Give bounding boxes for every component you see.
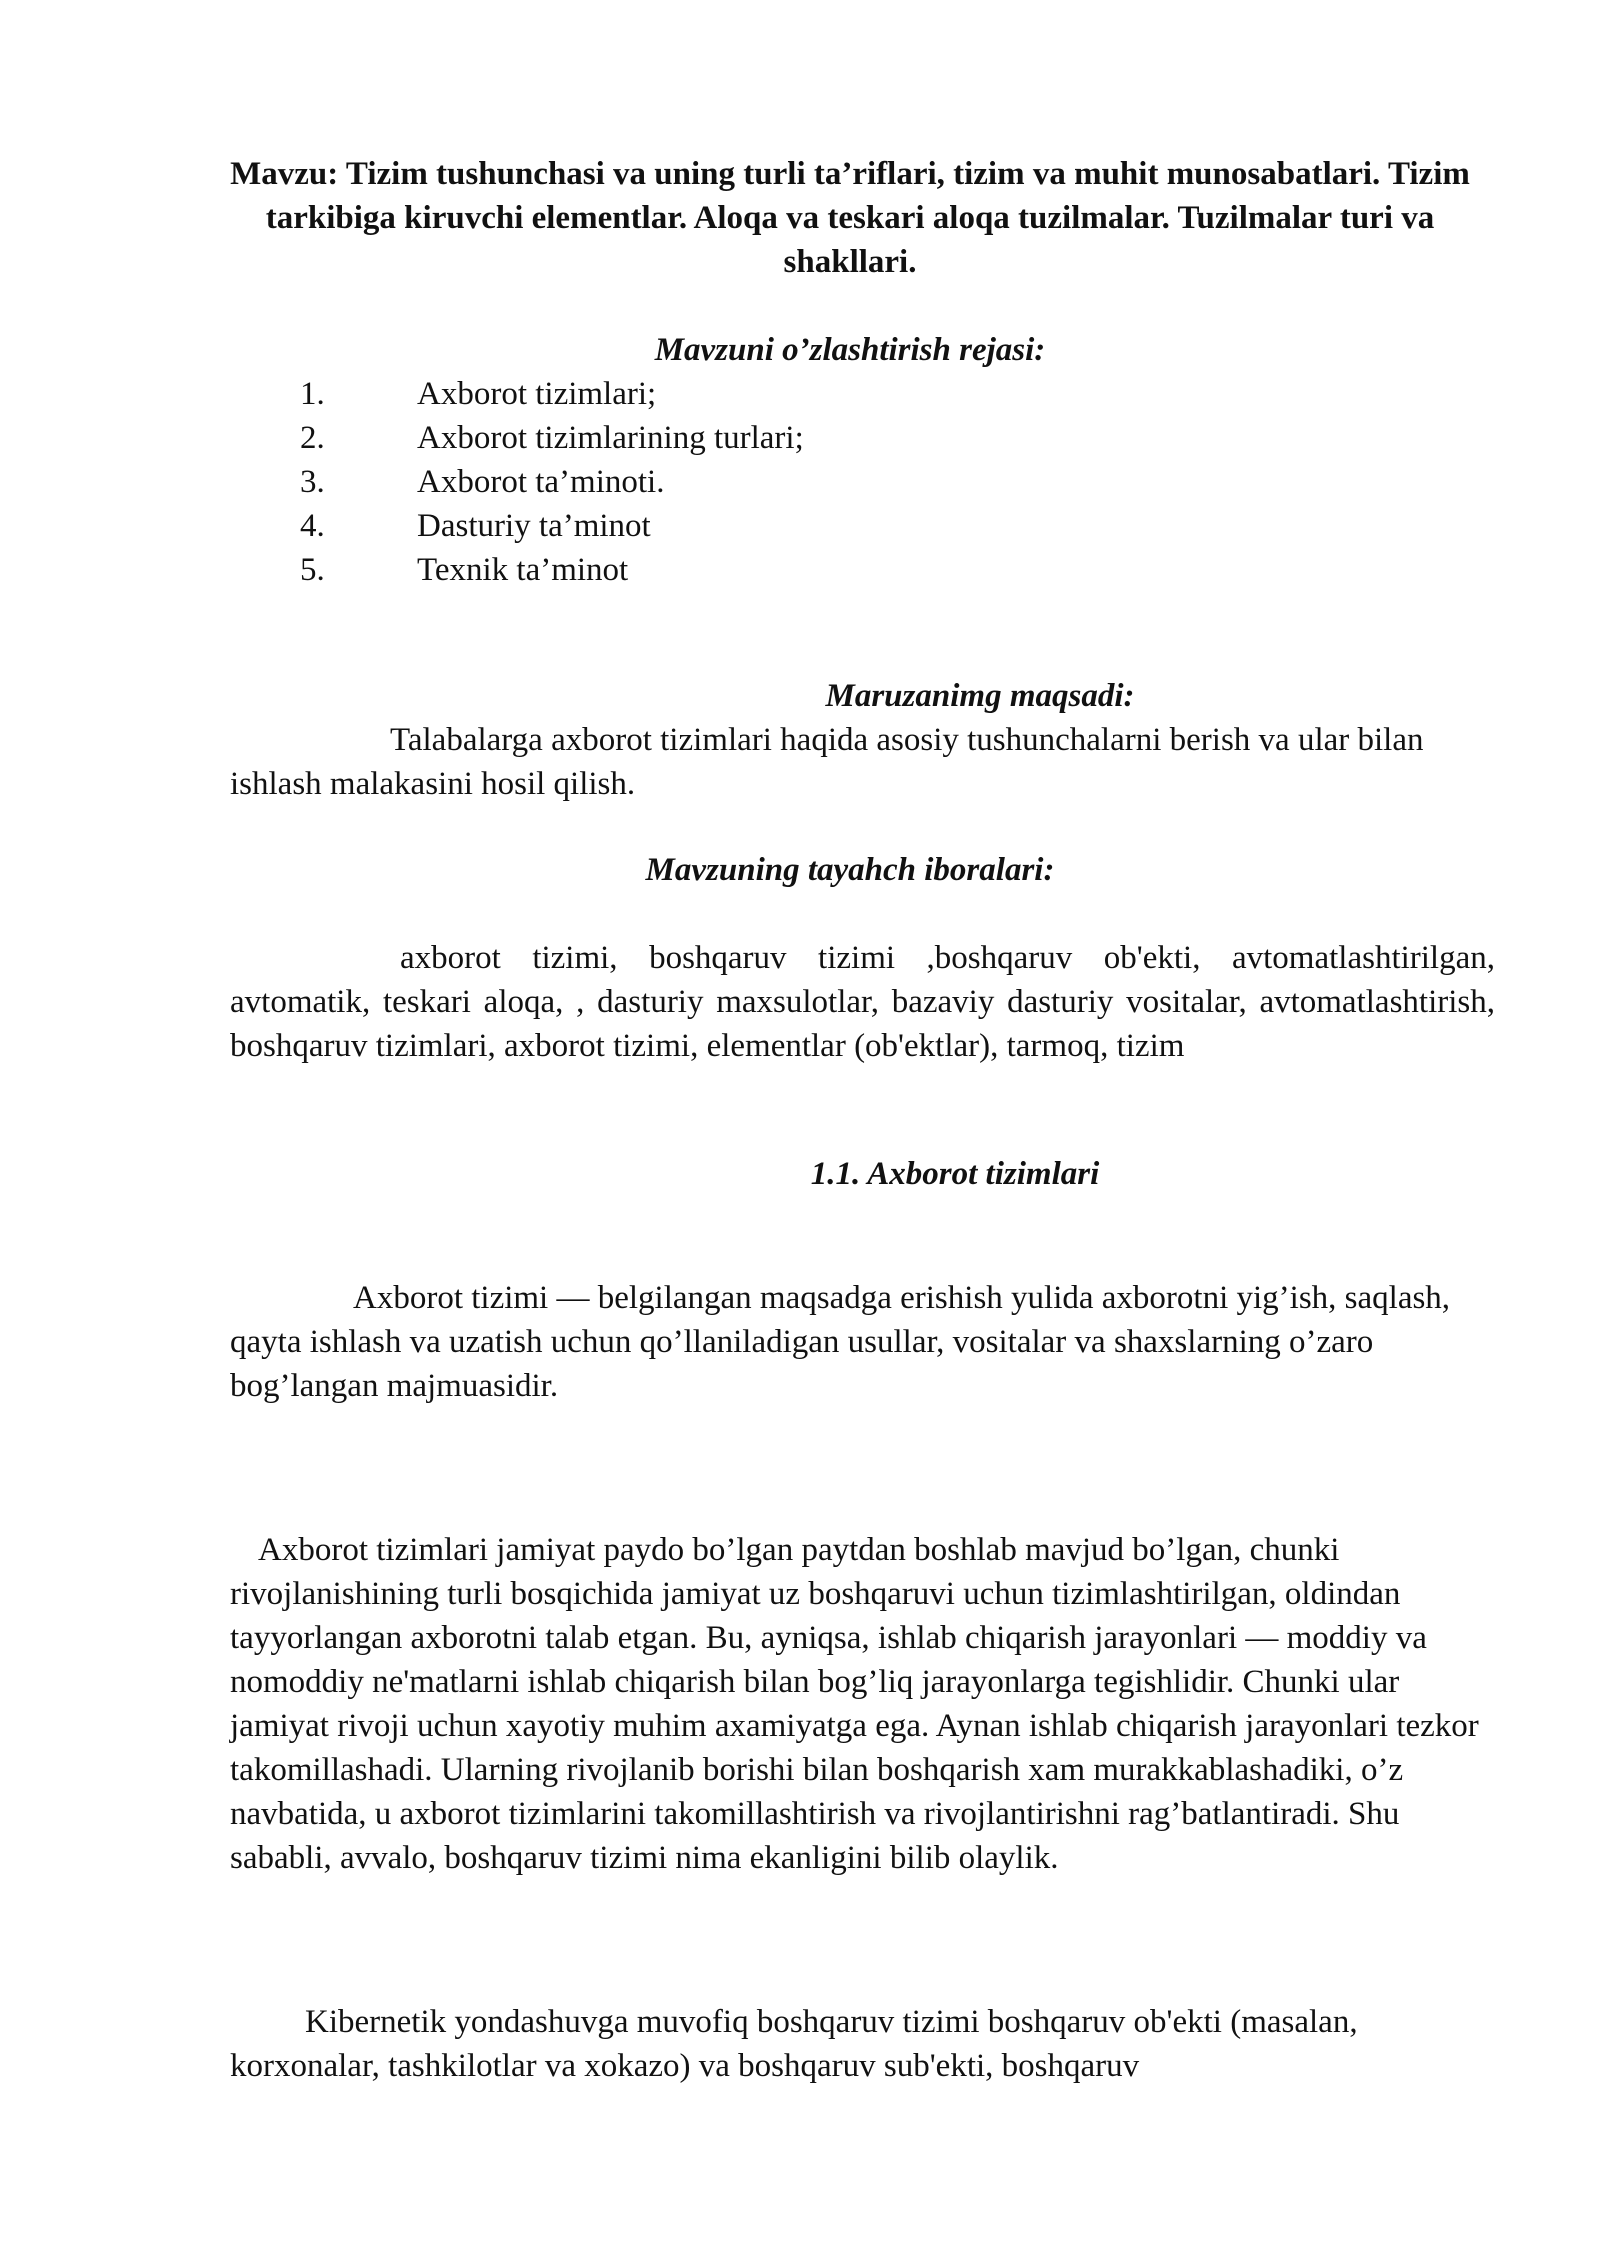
goal-heading: Maruzanimg maqsadi: (825, 678, 1135, 714)
plan-list (300, 372, 1200, 592)
list-item-text: Dasturiy ta’minot (417, 508, 651, 544)
section-heading: 1.1. Axborot tizimlari (810, 1156, 1100, 1192)
list-item (300, 416, 1200, 460)
keywords-paragraph: axborot tizimi, boshqaruv tizimi ,boshqaruv ob'ekti, avtomatlashtirilgan, avtomatik, teskari aloqa, , dasturiy maxsulotlar, bazaviy dasturiy vositalar, avtomatlashtirish, boshqaruv tizimlari, axborot tizimi, elementlar (ob'ektlar), tarmoq, tizim (230, 940, 1495, 1064)
section-paragraph-2: Axborot tizimlari jamiyat paydo bo’lgan paytdan boshlab mavjud bo’lgan, chunki rivojlanishining turli bosqichida jamiyat uz boshqaruvi uchun tizimlashtirilgan, oldindan tayyorlangan axborotni talab etgan. Bu, ayniqsa, ishlab chiqarish jarayonlari — moddiy va nomoddiy ne'matlarni ishlab chiqarish bilan bog’liq jarayonlarga tegishlidir. Chunki ular jamiyat rivoji uchun xayotiy muhim axamiyatga ega. Aynan ishlab chiqarish jarayonlari tezkor takomillashadi. Ularning rivojlanib borishi bilan boshqarish xam murakkablashadiki, o’z navbatida, u axborot tizimlarini takomillashtirish va rivojlantirishni rag’batlantiradi. Shu sababli, avvalo, boshqaruv tizimi nima ekanligini bilib olaylik. (230, 1532, 1479, 1876)
list-item-number: 5. (300, 552, 325, 588)
list-item (300, 460, 1200, 504)
list-item (300, 548, 1200, 592)
goal-paragraph: Talabalarga axborot tizimlari haqida asosiy tushunchalarni berish va ular bilan ishlash malakasini hosil qilish. (230, 722, 1424, 802)
keywords-heading: Mavzuning tayahch iboralari: (645, 852, 1055, 888)
list-item (300, 372, 1200, 416)
list-item-number: 3. (300, 464, 325, 500)
section-paragraph-3: Kibernetik yondashuvga muvofiq boshqaruv tizimi boshqaruv ob'ekti (masalan, korxonalar, tashkilotlar va xokazo) va boshqaruv sub'ekti, boshqaruv (230, 2004, 1358, 2084)
page-title: Mavzu: Tizim tushunchasi va uning turli ta’riflari, tizim va muhit munosabatlari. Tizim tarkibiga kiruvchi elementlar. Aloqa va teskari aloqa tuzilmalar. Tuzilmalar turi va shakllari. (230, 156, 1470, 280)
list-item-text: Axborot tizimlarining turlari; (417, 420, 804, 456)
section-paragraph-1: Axborot tizimi — belgilangan maqsadga erishish yulida axborotni yig’ish, saqlash, qayta ishlash va uzatish uchun qo’llaniladigan usullar, vositalar va shaxslarning o’zaro bog’langan majmuasidir. (230, 1280, 1451, 1404)
list-item-number: 2. (300, 420, 325, 456)
plan-heading: Mavzuni o’zlashtirish rejasi: (654, 332, 1046, 368)
list-item-number: 4. (300, 508, 325, 544)
list-item-text: Texnik ta’minot (417, 552, 629, 588)
list-item-number: 1. (300, 376, 325, 412)
list-item-text: Axborot tizimlari; (417, 376, 657, 412)
list-item-text: Axborot ta’minoti. (417, 464, 665, 500)
list-item (300, 504, 1200, 548)
